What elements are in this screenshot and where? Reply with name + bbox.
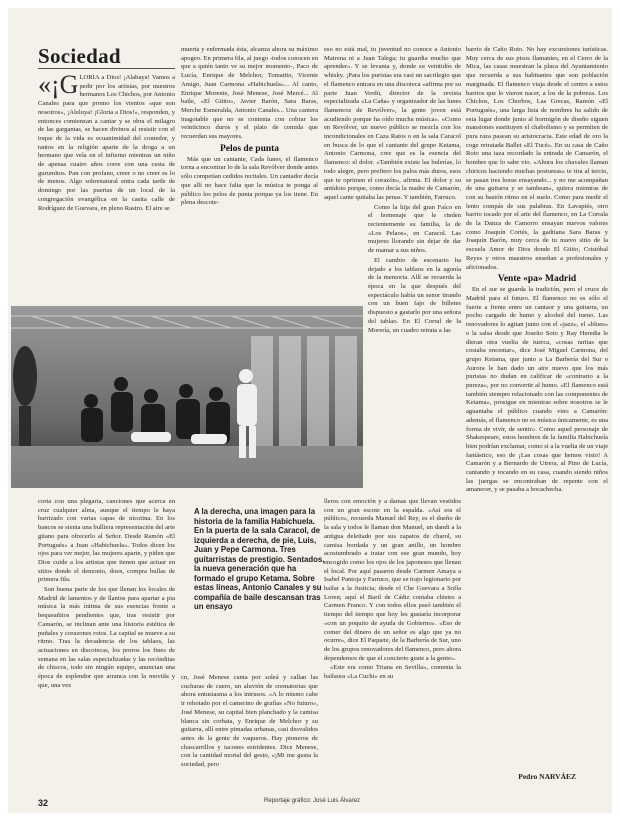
column-2-lower: [181, 674, 318, 790]
body-paragraph: corta con una plegaria, canciones que acerca en cruz cualquier alma, aunque el tiempo le haya barrizado con varias capas de nicotina. En los bancos se sienta una bulliera representación del arte gitano para ofrecerlo al Señor. Desde Ramón «El Portugués» a Juan «Habichuela». Todos dicen los ojos para ver mejor, las mujeres aparte, y piden que Dios cuide a los artistas que tienen que actuar en sitios donde el demonio, doen, compra bullas de primera fila.: [38, 498, 175, 584]
body-paragraph: cn, José Menese canta por soleá y callan las cucharas de cuero, un aluvión de crematorias que ahora entusiasma a los intrusos. «A lo mismo cabe ir rebotado por el camerino de grafías «No futuro», José Menese, su capital bien planchado y la camisa blanca sin corbata, y Enrique de Melchor y su guitarra, allí entre pimadas urbanas, casi desvalidos antes de la gente de vaqueros. Hay pioneros de chascarrillos y tacones estridentes. Dice Menese, con la cantidad mortal del gesto, «¡Mi me gusta la sociedad, pero: [181, 674, 318, 769]
body-paragraph: muerta y enfermada ésta, alcanza ahora su máximo apogeo. En primera fila, al juego -todos conocen en que a quién tanto ve su mejor momento-, Paco de Lucía, Enrique de Melchor, Tomatito, Vicente Amigo, Juan Carmona «Habichuela»... Al canto, Enrique Morente, José Menese, José Mercé... Al baile, «El Güito», Javier Barón, Sara Baras, Merche Esmeralda, Antonio Canales... Una cantera inagotable que no se contenta con cobrar los veinticinco duros y el plato de comida que recuerdan sus mayores.: [181, 46, 318, 141]
body-paragraph: Son buena parte de los que llenan los locales de Madrid de lamentos y de llantos para apartar a pia música la más íntima de sus esencias frente a bequeañitos pendientes que, tras resistir por Camarón, se inclinan ante una historia estética de puñales y corazones rotos. La capital se mueve a su ritmo. Tras la decadencia de los tablaos, las actuaciones en discotecas, los porros los fines de semana en las salas especializadas y las recónditas de chiscos, todo sin ningún equipo, anuncian una época de esplendor que arranca con la movida y que, una vez: [38, 586, 175, 689]
photo-credit: Reportaje gráfico: José Luis Álvarez: [264, 798, 361, 804]
column-1-upper: [38, 74, 175, 302]
body-paragraph: Más que un cantante, Cada lunes, el flamenco torna a encontrar lo de la sala Revólver donde antes sólo competían cedidos recitales. Un cantador decía que allí no hace falta que la música te ponga al público los pelos de punta porque ya los tiene. En plena descote-: [181, 155, 318, 207]
caption-text: A la derecha, una imagen para la historia de la familia Habichuela. En la puerta de la sala Caracol, de izquierda a derecha, de pie, Luis, Juan y Pepe Carmona. Tres guitarristas de prestigio. Sentados, la nueva generación que ha formado el grupo Ketama. Sobre estas líneas, Antonio Canales y su compañía de baile descansan tras un ensayo: [194, 507, 325, 611]
page-number: 32: [38, 798, 49, 808]
column-4: [466, 46, 608, 766]
section-title: Sociedad: [38, 44, 121, 68]
body-paragraph: Como la hija del gran Faíco en el homenaje que le rinden recientemente su familia, la de «Los Pelaos», en Caracol. Las mujeres llorando sin dejar de dar de mamar a sus niños.: [368, 203, 461, 255]
lead-paragraph: «¡G LORIA a Dios! ¡Alabaya! Vamos a pedir por los artistas, por nuestros hermanos Los Chichos, por Antonio Canales para que promo los vientos «que son nosotros», ¡Aleluya! ¡Gloria a Dios!», responden, y entonces comienzan a cantar y se obra el milagro de las gargantas, se hacen divinos al resistir con el toque de la vida es ecuanimidad del comedor, y tantos en la religión aparte de la droga a un hermano que vela en el infierno mientras un niño de apenas cuatro años corre con una cesta de gurumitos. Pan con profano, creer o no creer es lo de menos. Algo sobrenatural entra cada tarde de domingo por las puertas de un local de la congregación evangélica en la casita calle de Rodríguez de Guevara, en pleno Rastro. El aire se: [38, 74, 175, 212]
body-paragraph: En el sur se guarda la tradición, pero el cruce de Madrid para el futuro. El flamenco no es sólo el fuerte a frente entre un cantaor y una guitarra, un pocho cargado de humo y alcohol del tueno. Las renovadores lo agitan junto con el «jazz», el «blues» o la salsa desde que Joseíto Soto y Ray Heredia le dieran otra vuelta de tuerca, «cosas raritas que costaba encentar», dice José Miguel Carmona, del grupo Ketama, que junto a La Barbería del Sur o Aurora le han dado un aire nuevo que los más puristas no dudan en calificar de «contrario a la pureza», por no convertir al humo. «El flamenco está también siempre relacionado con las componentes de Ketama», prosigue en mientras sobre nosotros se le aguantaba el público cuando vino a Camarón: además, el flamenco no es música únicamente, es una forma de vivir, de sentir». Como aquel personaje de Shakespeare, estos hombres de la familia Habichuela bien podrían exclamar, como si a la vuelta de un viaje fantástico, eso de ¡Las cosas que hemos visto! A Camarón y a Bernardo de Utrera, al Pino de Lucía, cantando y tocando en su casa, cuando siendo niños las juergas se encontraban de repente con el amanecer, y se pasaba a bocachecha.: [466, 286, 608, 494]
photo-caption: [194, 507, 326, 612]
drop-cap: «¡G: [38, 74, 79, 99]
body-paragraph: eso no está mal, tu juventud no conoce a Antonio Mairena ni a Juan Talega; tu guardia mucho que aprender». Y se levanta y, donde su veintidós de whisky. ¡Para los puristas era casi un sacrilegio que el flamenco entrara en una discoteca «afirma por su parte Juan Verdú, director de la revista especializada «La Caña» y organizador de las lunes flamencos de Revólver», la gente joven está acudiendo porque ha oído mucha música». «Como en Revólver, un nuevo público se mezcla con los incondicionales en Caza Ratos o en la sala Caracol en busca de lo que el cantante del grupo Ketama, Antonio Carmona, cree que es la esencia del flamenco: el dolor. «También existe las bulerías, lo todo alegre, pero prefiero los palos más duros, esos que te oprimen el corazón», afirma. El dolor y su antídoto porque, como decía la madre de Camarón, aquel cante quitaba las penas. Y también, Farruco.: [324, 46, 461, 201]
body-paragraph: barrio de Caño Roto. No hay excursiones turísticas. Muy cerca de sus pisos flamantes, en el Cerro de la Mica, las casas muestran la placa del Ayuntamiento que recuerda a sus habitantes que son población marginada. El flamenco viaja desde el centro a estos barrios que lo vieron nacer, a los de la pobreza. Los Chichos, Los Chorbos, Las Grecas, Ramón «El Portugués», una larga lista de nombres ha salido de esta lugar donde junto al hormigón de diseño siguen mansiones sustituyen el chabolismo y se permiten de pura raza pasean su aristocracia. Este edad de oro la coge retratada Ballet «El Tucé». En su casa de Caño Roto una taza recordado la entrada de Camarón, el hombre que lo sabe vio. «Ahora los chavales llaman chiricos haciendo muchas postureas» te tira al tercio, se pasan tres horas ensayando... y no me acompañan de una guitarra y se tambean», quiera mientras de con su bastón ritmo en el suelo. Como para medir el lento compás de sus palabras. En Lavapiés, otro barrio tocado por el arte del flamenco, en La Corrala de la Danza de Camorro ensayan nuevos valores como Joaquín Cortés, la gaditana Sara Baras y Joaquín Barón, muy cerca de tu nuevo sitio de la escuela Amor de Dios donde El Güito, Cristóbal Reyes y otros maestros enseñan a profesionales y aficionados.: [466, 46, 608, 271]
column-1-lower: [38, 498, 175, 788]
author-byline: Pedro NARVÁEZ: [518, 772, 576, 781]
body-paragraph: «Este era como Triana en Sevilla», comenta la bailaora «La Cuchi» en su: [324, 664, 461, 681]
magazine-page: [8, 8, 612, 813]
photo-dance-company-resting: [11, 306, 363, 488]
section-rule: [38, 68, 175, 69]
column-3-lower: [324, 498, 461, 790]
column-2-upper: [181, 46, 318, 302]
body-paragraph: lleros con emoción y a damas que llevan vestidos con un gran escote en la espalda. «Así era el público», recuerda Manuel del Rey, es el dueño de la sala y todos le llaman don Manuel, un dandi a la antigua deleitado por sus zapatos de charol, su camisa bordada y un gran anillo, un hombre acostumbrado a tratar con ese gran mundo, hoy encogido como los ojos de los japoneses que llenan el local. Por aquí pasaron desde Carmen Amaya a Isabel Pantoja y Farruco, que se trajo legionario por bailar a la Justicia; desde el Che Guevara a Sofía Loren; aquí el Baril de Cádiz contaba chistes a Carmen Franco. Y con todos ellos pasó también el tiempo del tiempo que hoy les gustaría incorporar «con un poquito de ayuda de Gobierno». «Eso de comer del dinero de un señor es algo que ya no ocurre», dice El Paquete, de la Barbería de Sur, uno de los grupos renovadores del flamenco, pero ahora dependemos de que el concierto guste a la gente».: [324, 498, 461, 662]
subhead-pelos-de-punta: Pelos de punta: [219, 143, 280, 154]
body-paragraph: El cambio de escenario ha dejado a los tablaos en la agonía de la memoria. Allí se recuerda la época en la que después del espectáculo había un senor tirando con un buen fajo de billetes dispuesto a gastarlo por una señora del tablao. En El Corral de la Morería, un cuadro retrata a las: [368, 256, 461, 334]
subhead-vente-pa-madrid: Vente «pa» Madrid: [497, 274, 577, 285]
